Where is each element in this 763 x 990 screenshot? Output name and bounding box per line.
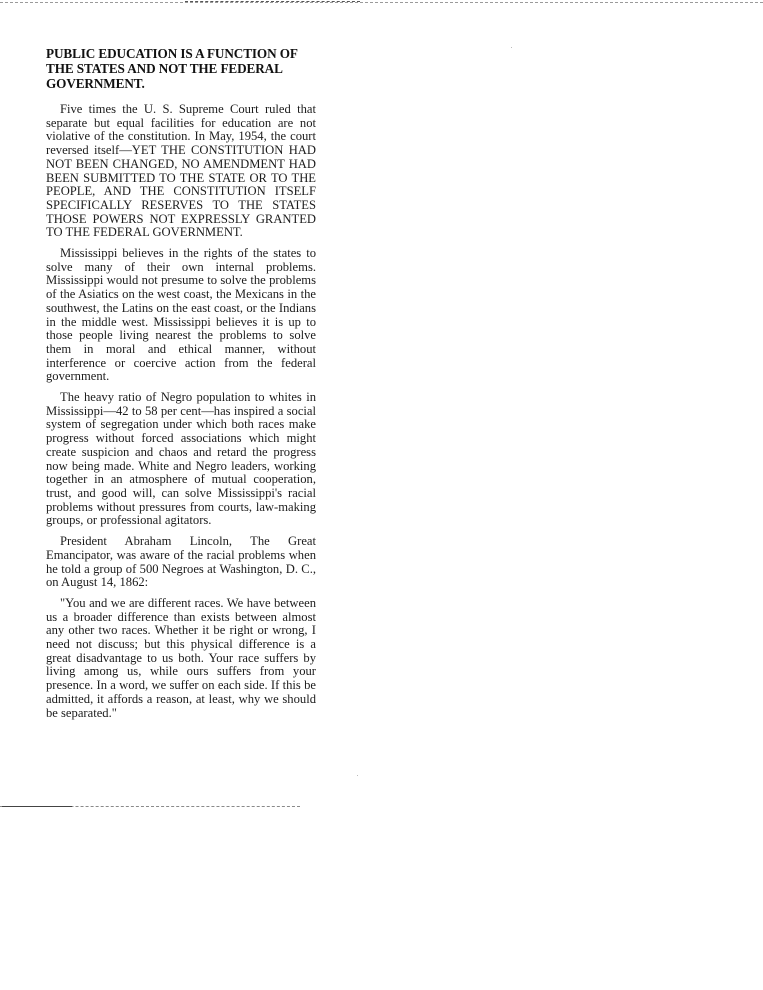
paragraph-population-ratio: The heavy ratio of Negro population to whites in Mississippi—42 to 58 per cent—has inspired a social system of segregation under which both races make progress without forced associations which might create suspicion and chaos and retard the progress now being made. White and Negro leaders, working together in an atmosphere of mutual cooperation, trust, and good will, can solve Mississippi's racial problems without pressures from courts, law-making groups, or professional agitators.	[46, 390, 316, 528]
scan-speck	[511, 47, 512, 48]
paragraph-lincoln-quote: "You and we are different races. We have between us a broader difference than exists between almost any other two races. Whether it be right or wrong, I need not discuss; but this physical difference is a great disadvantage to us both. Your race suffers by living among us, while ours suffers from your presence. In a word, we suffer on each side. If this be admitted, it affords a reason, at least, why we should be separated."	[46, 595, 316, 720]
scan-edge-top	[0, 2, 763, 3]
paragraph-states-rights: Mississippi believes in the rights of the states to solve many of their own internal problems. Mississippi would not presume to solve the problems of the Asiatics on the west coast, the Mexicans in the southwest, the Latins on the east coast, or the Indians in the middle west. Mississippi believes it is up to those people living nearest the problems to solve them in moral and ethical manner, without interference or coercive action from the federal government.	[46, 246, 316, 384]
document-column	[46, 46, 316, 727]
scan-speck	[357, 775, 358, 776]
scan-edge-bottom-mark	[2, 806, 72, 807]
paragraph-lincoln-intro: President Abraham Lincoln, The Great Emancipator, was aware of the racial problems when he told a group of 500 Negroes at Washington, D. C., on August 14, 1862:	[46, 534, 316, 590]
paragraph-supreme-court: Five times the U. S. Supreme Court ruled that separate but equal facilities for education are not violative of the constitution. In May, 1954, the court reversed itself—YET THE CONSTITUTION HAD NOT BEEN CHANGED, NO AMENDMENT HAD BEEN SUBMITTED TO THE STATE OR TO THE PEOPLE, AND THE CONSTITUTION ITSELF SPECIFICALLY RESERVES TO THE STATES THOSE POWERS NOT EXPRESSLY GRANTED TO THE FEDERAL GOVERNMENT.	[46, 102, 316, 240]
section-heading: PUBLIC EDUCATION IS A FUNCTION OF THE STATES AND NOT THE FEDERAL GOVERNMENT.	[46, 46, 298, 91]
scan-edge-top-mark	[185, 1, 360, 2]
